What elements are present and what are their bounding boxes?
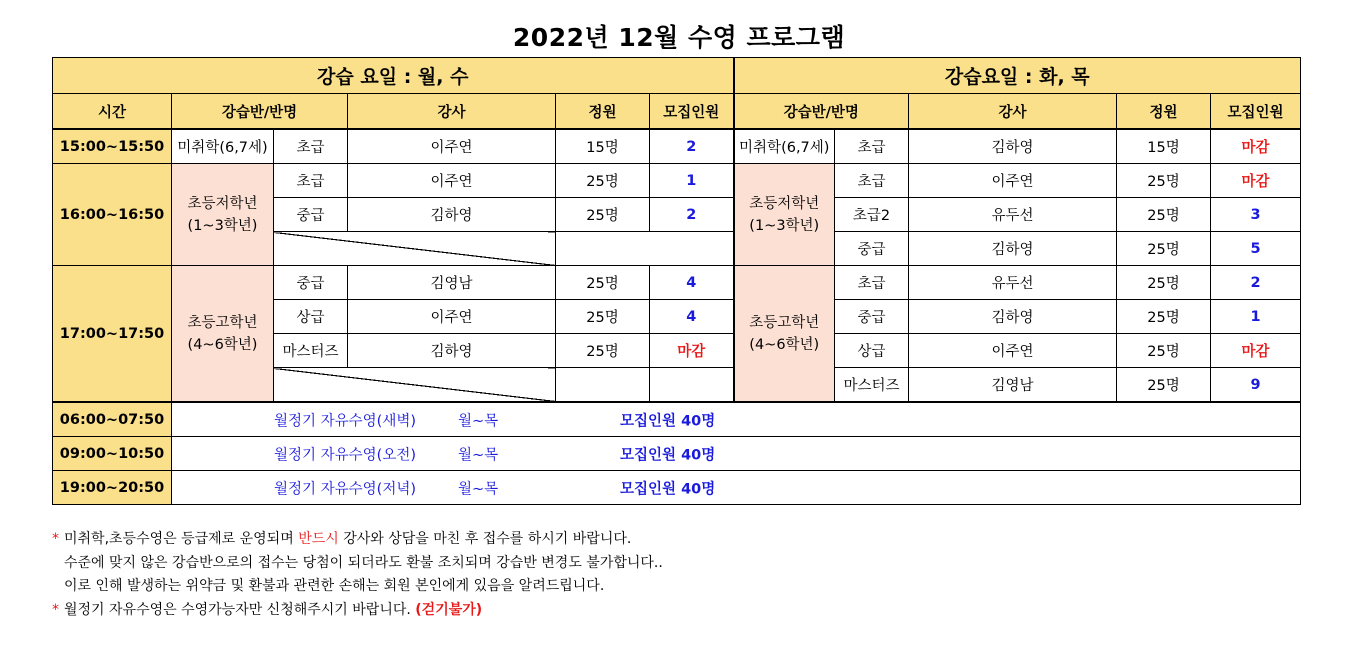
time-cell: 06:00~07:50 — [53, 402, 172, 437]
note-text: 수준에 맞지 않은 강습반으로의 접수는 당첨이 되더라도 환불 조치되며 강습반 변경도 불가합니다.. — [64, 554, 663, 571]
enrolled-cell: 9 — [1211, 368, 1301, 403]
capacity-cell: 25명 — [556, 266, 650, 300]
enrolled-cell: 4 — [650, 300, 734, 334]
schedule-table — [52, 57, 1301, 505]
enrolled-cell: 2 — [650, 198, 734, 232]
level-cell: 초급2 — [835, 198, 909, 232]
teacher-cell: 김하영 — [348, 198, 556, 232]
note-line-4 — [52, 599, 1302, 623]
free-swim-program: 월정기 자유수영(저녁) — [274, 481, 416, 497]
level-cell: 초급 — [835, 266, 909, 300]
note-line-2 — [52, 552, 1302, 576]
capacity-header-left: 정원 — [556, 94, 650, 130]
group-cell: 초등저학년 (1~3학년) — [172, 164, 274, 266]
table-row — [53, 164, 1301, 198]
group-cell: 미취학(6,7세) — [172, 129, 274, 164]
group-cell: 초등고학년 (4~6학년) — [734, 266, 835, 403]
empty-slash-cell — [274, 232, 556, 266]
teacher-cell: 김영남 — [909, 368, 1117, 403]
header-row-columns — [53, 94, 1301, 130]
instructor-header-left: 강사 — [348, 94, 556, 130]
teacher-cell: 이주연 — [348, 164, 556, 198]
free-swim-program: 월정기 자유수영(오전) — [274, 447, 416, 463]
asterisk-icon: * — [52, 601, 59, 618]
teacher-cell: 유두선 — [909, 266, 1117, 300]
free-swim-program: 월정기 자유수영(새벽) — [274, 413, 416, 429]
teacher-cell: 이주연 — [348, 300, 556, 334]
empty-cell — [556, 368, 650, 403]
group-cell: 초등고학년 (4~6학년) — [172, 266, 274, 403]
free-swim-cell — [172, 471, 1301, 505]
header-row-days — [53, 58, 1301, 94]
time-cell: 16:00~16:50 — [53, 164, 172, 266]
group-cell: 미취학(6,7세) — [734, 129, 835, 164]
level-cell: 중급 — [274, 198, 348, 232]
enrolled-cell: 1 — [1211, 300, 1301, 334]
capacity-cell: 15명 — [1117, 129, 1211, 164]
free-swim-cell — [172, 437, 1301, 471]
note-text: 강사와 상담을 마친 후 접수를 하시기 바랍니다. — [338, 531, 632, 547]
level-cell: 마스터즈 — [835, 368, 909, 403]
empty-cell — [650, 368, 734, 403]
capacity-header-right: 정원 — [1117, 94, 1211, 130]
table-row — [53, 266, 1301, 300]
free-swim-days: 월~목 — [458, 481, 499, 497]
table-row — [53, 129, 1301, 164]
level-cell: 중급 — [835, 300, 909, 334]
free-swim-row — [53, 402, 1301, 437]
empty-slash-cell — [274, 368, 556, 403]
level-cell: 마스터즈 — [274, 334, 348, 368]
enrolled-cell: 2 — [1211, 266, 1301, 300]
empty-cell — [556, 232, 734, 266]
capacity-cell: 25명 — [556, 300, 650, 334]
teacher-cell: 이주연 — [348, 129, 556, 164]
note-highlight: (걷기불가) — [415, 601, 483, 618]
teacher-cell: 이주연 — [909, 164, 1117, 198]
asterisk-icon: * — [52, 531, 59, 547]
level-cell: 초급 — [274, 129, 348, 164]
enrolled-header-right: 모집인원 — [1211, 94, 1301, 130]
group-cell: 초등저학년 (1~3학년) — [734, 164, 835, 266]
left-days-header: 강습 요일 : 월, 수 — [53, 58, 734, 94]
free-swim-row — [53, 437, 1301, 471]
note-text: 미취학,초등수영은 등급제로 운영되며 — [64, 531, 299, 547]
free-swim-days: 월~목 — [458, 447, 499, 463]
capacity-cell: 15명 — [556, 129, 650, 164]
level-cell: 상급 — [274, 300, 348, 334]
notes-section — [52, 528, 1302, 622]
free-swim-cell — [172, 402, 1301, 437]
time-header: 시간 — [53, 94, 172, 130]
enrolled-cell: 3 — [1211, 198, 1301, 232]
time-cell: 09:00~10:50 — [53, 437, 172, 471]
note-text: 월정기 자유수영은 수영가능자만 신청해주시기 바랍니다. — [64, 601, 416, 618]
capacity-cell: 25명 — [1117, 300, 1211, 334]
free-swim-row — [53, 471, 1301, 505]
note-highlight: 반드시 — [298, 531, 339, 547]
teacher-cell: 김영남 — [348, 266, 556, 300]
enrolled-cell: 2 — [650, 129, 734, 164]
note-line-3 — [52, 575, 1302, 599]
note-line-1 — [52, 528, 1302, 552]
class-header-right: 강습반/반명 — [734, 94, 909, 130]
page-title: 2022년 12월 수영 프로그램 — [512, 23, 846, 52]
instructor-header-right: 강사 — [909, 94, 1117, 130]
right-days-header: 강습요일 : 화, 목 — [734, 58, 1301, 94]
capacity-cell: 25명 — [1117, 232, 1211, 266]
capacity-cell: 25명 — [1117, 368, 1211, 403]
enrolled-cell: 마감 — [650, 334, 734, 368]
level-cell: 중급 — [274, 266, 348, 300]
class-header-left: 강습반/반명 — [172, 94, 348, 130]
free-swim-capacity: 모집인원 40명 — [620, 481, 716, 497]
teacher-cell: 이주연 — [909, 334, 1117, 368]
free-swim-days: 월~목 — [458, 413, 499, 429]
capacity-cell: 25명 — [1117, 198, 1211, 232]
enrolled-cell: 4 — [650, 266, 734, 300]
capacity-cell: 25명 — [556, 198, 650, 232]
teacher-cell: 김하영 — [348, 334, 556, 368]
level-cell: 상급 — [835, 334, 909, 368]
time-cell: 15:00~15:50 — [53, 129, 172, 164]
level-cell: 초급 — [274, 164, 348, 198]
capacity-cell: 25명 — [1117, 334, 1211, 368]
teacher-cell: 김하영 — [909, 232, 1117, 266]
level-cell: 초급 — [835, 129, 909, 164]
enrolled-cell: 1 — [650, 164, 734, 198]
enrolled-cell: 마감 — [1211, 334, 1301, 368]
capacity-cell: 25명 — [1117, 164, 1211, 198]
enrolled-cell: 마감 — [1211, 129, 1301, 164]
note-text: 이로 인해 발생하는 위약금 및 환불과 관련한 손해는 회원 본인에게 있음을 알려드립니다. — [64, 578, 605, 594]
level-cell: 초급 — [835, 164, 909, 198]
enrolled-cell: 5 — [1211, 232, 1301, 266]
teacher-cell: 유두선 — [909, 198, 1117, 232]
free-swim-capacity: 모집인원 40명 — [620, 413, 716, 429]
level-cell: 중급 — [835, 232, 909, 266]
capacity-cell: 25명 — [1117, 266, 1211, 300]
time-cell: 17:00~17:50 — [53, 266, 172, 403]
enrolled-cell: 마감 — [1211, 164, 1301, 198]
teacher-cell: 김하영 — [909, 129, 1117, 164]
capacity-cell: 25명 — [556, 164, 650, 198]
time-cell: 19:00~20:50 — [53, 471, 172, 505]
teacher-cell: 김하영 — [909, 300, 1117, 334]
capacity-cell: 25명 — [556, 334, 650, 368]
enrolled-header-left: 모집인원 — [650, 94, 734, 130]
free-swim-capacity: 모집인원 40명 — [620, 447, 716, 463]
